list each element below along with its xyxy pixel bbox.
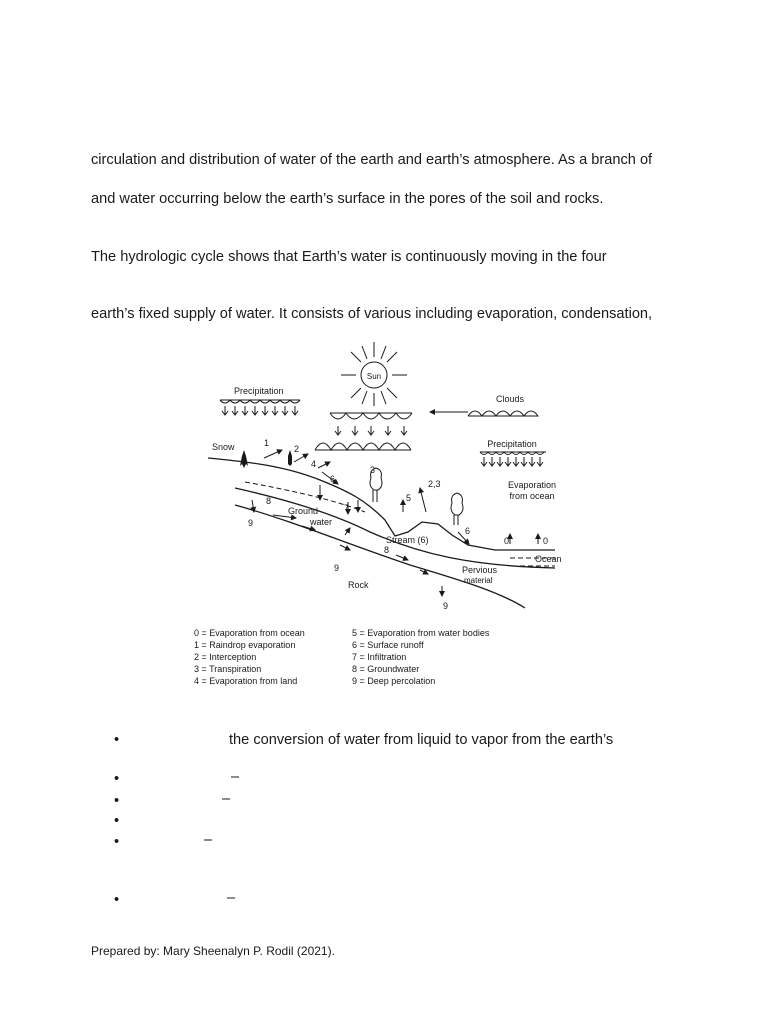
pervious-label-2: material bbox=[464, 576, 493, 585]
paragraph-4: earth’s fixed supply of water. It consists of various including evaporation, condensation, bbox=[91, 306, 653, 322]
label-9b: 9 bbox=[334, 563, 340, 573]
cloud-center-icon bbox=[315, 413, 412, 450]
label-9a: 9 bbox=[248, 518, 254, 528]
snow-tree-icon bbox=[240, 450, 248, 468]
precipitation-right-icon bbox=[480, 452, 546, 466]
legend-item-4: 4 = Evaporation from land bbox=[194, 676, 298, 686]
shrub-icons bbox=[370, 468, 463, 525]
label-2: 2 bbox=[294, 444, 300, 454]
tree-icon bbox=[288, 450, 292, 466]
label-3: 3 bbox=[370, 465, 376, 475]
bullet-5-dash: – bbox=[204, 832, 213, 848]
legend-item-6: 6 = Surface runoff bbox=[352, 640, 424, 650]
bullet-5: • bbox=[114, 834, 120, 850]
legend-item-0: 0 = Evaporation from ocean bbox=[194, 628, 305, 638]
hydrologic-cycle-diagram bbox=[190, 340, 562, 695]
bullet-3: • bbox=[114, 793, 120, 809]
paragraph-2: and water occurring below the earth’s surface in the pores of the soil and rocks. bbox=[91, 191, 604, 207]
groundwater-label-1: Ground- bbox=[288, 506, 322, 516]
precipitation-right-label: Precipitation bbox=[487, 439, 537, 449]
snow-label: Snow bbox=[212, 442, 235, 452]
rock-label: Rock bbox=[348, 580, 369, 590]
label-0a: 0 bbox=[504, 536, 510, 546]
sun-label: Sun bbox=[366, 372, 382, 381]
rock-layer-upper bbox=[235, 488, 555, 568]
pervious-label-1: Pervious bbox=[462, 565, 498, 575]
bullet-3-dash: – bbox=[222, 791, 231, 807]
clouds-label: Clouds bbox=[495, 394, 525, 404]
legend-item-3: 3 = Transpiration bbox=[194, 664, 262, 674]
legend-item-7: 7 = Infiltration bbox=[352, 652, 407, 662]
precipitation-left-label: Precipitation bbox=[234, 386, 284, 396]
label-9c: 9 bbox=[443, 601, 449, 611]
bullet-6: • bbox=[114, 892, 120, 908]
bullet-4: • bbox=[114, 813, 120, 829]
paragraph-3: The hydrologic cycle shows that Earth’s water is continuously moving in the four bbox=[91, 249, 607, 265]
bullet-6-dash: – bbox=[227, 890, 236, 906]
bullet-2: • bbox=[114, 771, 120, 787]
evaporation-ocean-label-2: from ocean bbox=[509, 491, 555, 501]
legend-item-2: 2 = Interception bbox=[194, 652, 257, 662]
label-1: 1 bbox=[264, 438, 270, 448]
label-4: 4 bbox=[311, 459, 317, 469]
label-5: 5 bbox=[406, 493, 412, 503]
label-8b: 8 bbox=[384, 545, 390, 555]
legend-item-9: 9 = Deep percolation bbox=[352, 676, 436, 686]
footer-credit: Prepared by: Mary Sheenalyn P. Rodil (2021). bbox=[91, 944, 335, 958]
evaporation-ocean-label-1: Evaporation bbox=[507, 480, 557, 490]
label-2-3: 2,3 bbox=[428, 479, 441, 489]
legend-item-8: 8 = Groundwater bbox=[352, 664, 420, 674]
bullet-2-dash: – bbox=[231, 769, 240, 785]
groundwater-label-2: water bbox=[310, 517, 333, 527]
ocean-label: Ocean bbox=[535, 554, 562, 564]
paragraph-1: circulation and distribution of water of the earth and earth’s atmosphere. As a branch of bbox=[91, 152, 653, 168]
stream-label: Stream (6) bbox=[386, 535, 429, 545]
label-6b: 6 bbox=[465, 526, 471, 536]
cloud-right-icon bbox=[468, 411, 538, 416]
rock-layer-lower bbox=[235, 505, 525, 608]
label-6a: 6 bbox=[330, 474, 336, 484]
label-8a: 8 bbox=[266, 496, 272, 506]
bullet-1: • bbox=[114, 732, 120, 748]
precipitation-left-icon bbox=[220, 400, 300, 415]
label-0b: 0 bbox=[543, 536, 549, 546]
bullet-1-text: the conversion of water from liquid to vapor from the earth’s bbox=[229, 732, 614, 748]
label-7: 7 bbox=[344, 503, 350, 513]
legend-item-5: 5 = Evaporation from water bodies bbox=[352, 628, 490, 638]
legend-item-1: 1 = Raindrop evaporation bbox=[194, 640, 296, 650]
